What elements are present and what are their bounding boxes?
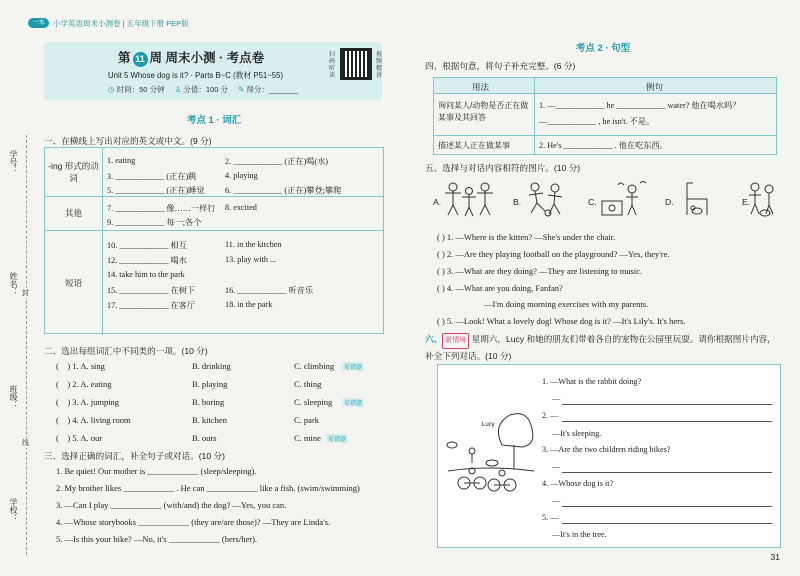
family-exercise-image (443, 179, 495, 219)
picture-options (433, 177, 778, 225)
pencil-icon: ✎ (238, 85, 245, 94)
series-title: 小学英语周末小测卷 | 五年级下册 PEP版 (53, 18, 189, 28)
vocab-15[interactable]: 15. ____________ 在树下 (107, 286, 196, 295)
week-badge: 11 (133, 52, 148, 67)
vocab-table (44, 147, 384, 334)
football-image (521, 179, 573, 219)
th-example: 例句 (646, 82, 664, 92)
series-header (28, 16, 189, 30)
d-q1: 1. —What is the rabbit doing? (542, 377, 642, 386)
park-scene-image (442, 405, 538, 495)
page-title (118, 48, 264, 67)
vocab-17[interactable]: 17. ____________ 在客厅 (107, 301, 196, 310)
pic-label-b: B. (513, 197, 522, 207)
q4-instruction: 四、根据句意，将句子补充完整。(6 分) (425, 61, 576, 71)
q1-instruction: 一、在横线上写出对应的英文或中文。(9 分) (44, 136, 212, 146)
vocab-4[interactable]: 4. playing (225, 171, 258, 180)
answer-line-5[interactable] (562, 523, 772, 524)
new-scenario-tag: 新情境 (442, 333, 469, 349)
title-post: 周 周末小测 · 考点卷 (149, 51, 265, 65)
line-mark: 线 (22, 440, 29, 447)
d-q5: 5. — (542, 513, 559, 522)
got-info: ✎ 得分：_______ (238, 85, 299, 94)
seal-mark: 封 (22, 290, 29, 297)
qr-right-label: 视频精讲 (376, 52, 383, 79)
title-card (44, 42, 382, 100)
th-use: 用法 (472, 82, 490, 92)
d-a5: —It's in the tree. (552, 530, 607, 539)
exam-meta (108, 84, 298, 95)
vocab-11[interactable]: 11. in the kitchen (225, 240, 282, 249)
kp2-heading: 考点 2 · 句型 (575, 43, 631, 54)
table-header (434, 78, 776, 94)
error-tag: 易错题 (342, 398, 364, 407)
fill-5[interactable]: 5. —Is this your bike? —No, it's ____________ (hers/her). (56, 534, 258, 544)
d-a2: —It's sleeping. (552, 429, 602, 438)
qr-code-icon[interactable] (340, 48, 372, 80)
answer-line-2[interactable] (562, 421, 772, 422)
pic-label-c: C. (588, 197, 597, 207)
ing-label: -ing 形式的动词 (45, 148, 103, 196)
pic-label-a: A. (433, 197, 442, 207)
error-tag: 易错题 (326, 434, 348, 443)
usage-2: 描述某人正在做某事 (438, 141, 510, 150)
pic-label-e: E. (742, 197, 751, 207)
example-2[interactable]: 2. He's ____________ . 他在吃东西。 (539, 141, 668, 150)
q3-instruction: 三、选择正确的词汇，补全句子或对话。(10 分) (44, 451, 225, 461)
time-info: ◷ 时间：50 分钟 (108, 85, 165, 94)
dialogue-4[interactable]: ( ) 4. —What are you doing, Fanfan? (437, 283, 563, 293)
example-1a[interactable]: 1. —____________ he ____________ water? 他在喝水吗？ (539, 101, 741, 110)
mc-row[interactable]: ( ) 1. A. sing B. drinking C. climbing 易错题 (56, 361, 363, 371)
dialogue-5[interactable]: ( ) 5. —Look! What a lovely dog! Whose dog is it? —It's Lily's. It's hers. (437, 316, 686, 326)
mc-row[interactable]: ( ) 3. A. jumping B. boring C. sleeping 易错题 (56, 397, 363, 407)
vocab-6[interactable]: 6. ____________ (正在)攀登;攀爬 (225, 186, 342, 195)
dialogue-2[interactable]: ( ) 2. —Are they playing football on the playground? —Yes, they're. (437, 249, 670, 259)
answer-line-4[interactable] (562, 506, 772, 507)
dialogue-4-reply: —I'm doing morning exercises with my parents. (484, 299, 649, 309)
vocab-14[interactable]: 14. take him to the park (107, 270, 185, 279)
d-q4: 4. —Whose dog is it? (542, 479, 614, 488)
vocab-7[interactable]: 7. ____________ 像……一样行 (107, 204, 216, 213)
fill-3[interactable]: 3. —Can I play ____________ (with/and) the dog? —Yes, you can. (56, 500, 287, 510)
fill-2[interactable]: 2. My brother likes ____________ . He can ____________ like a fish. (swim/swimming) (56, 483, 360, 493)
title-pre: 第 (118, 51, 131, 65)
usage-1: 询问某人/动物是否正在做某事及其回答 (438, 101, 529, 122)
vocab-1[interactable]: 1. eating (107, 156, 136, 165)
vocab-12[interactable]: 12. ____________ 喝水 (107, 256, 187, 265)
music-image (596, 179, 648, 219)
q6-instruction: 六、 新情境 星期六，Lucy 和她的朋友们带着各自的宠物在公园里玩耍。请你根据图片内容，补全下列对话。(10 分) (425, 334, 776, 361)
sentence-table (433, 77, 777, 155)
dialogue-3[interactable]: ( ) 3. —What are they doing? —They are listening to music. (437, 266, 643, 276)
page-number: 31 (770, 552, 780, 562)
vocab-3[interactable]: 3. ____________ (正在)跳 (107, 172, 197, 181)
mc-row[interactable]: ( ) 2. A. eating B. playing C. thing (56, 379, 322, 389)
d-a1-dash: — (552, 394, 561, 403)
q5-instruction: 五、选择与对话内容相符的图片。(10 分) (425, 163, 581, 173)
answer-line-3[interactable] (562, 472, 772, 473)
d-a4-dash: — (552, 496, 561, 505)
vocab-13[interactable]: 13. play with ... (225, 255, 277, 264)
vocab-10[interactable]: 10. ____________ 相互 (107, 241, 187, 250)
q2-instruction: 二、选出每组词汇中不同类的一项。(10 分) (44, 346, 208, 356)
d-q3: 3. —Are the two children riding bikes? (542, 445, 671, 454)
pic-label-d: D. (665, 197, 674, 207)
mc-row[interactable]: ( ) 4. A. living room B. kitchen C. park (56, 415, 320, 425)
error-tag: 易错题 (342, 362, 364, 371)
lucy-label: Lucy (482, 422, 495, 428)
vocab-8[interactable]: 8. excited (225, 203, 257, 212)
series-badge: 一本 (28, 18, 49, 28)
cut-line (26, 135, 27, 555)
fill-4[interactable]: 4. —Whose storybooks ____________ (they are/are those)? —They are Linda's. (56, 517, 331, 527)
vocab-16[interactable]: 16. ____________ 听音乐 (225, 286, 314, 295)
unit-subtitle: Unit 5 Whose dog is it? · Parts B~C (教材 P51~55) (108, 71, 284, 80)
dialogue-box (437, 364, 781, 548)
binding-margin (0, 0, 28, 576)
mc-row[interactable]: ( ) 5. A. our B. ours C. mine 易错题 (56, 433, 347, 443)
chair-kitten-image (673, 179, 725, 219)
vocab-2[interactable]: 2. ____________ (正在)喝(水) (225, 157, 329, 166)
kp1-heading: 考点 1 · 词汇 (186, 115, 242, 126)
vocab-18[interactable]: 18. in the park (225, 300, 273, 309)
other-label: 其他 (45, 196, 103, 230)
dialogue-1[interactable]: ( ) 1. —Where is the kitten? —She's under the chair. (437, 232, 616, 242)
score-info: ♙ 分值：100 分 (174, 85, 229, 94)
answer-line-1[interactable] (562, 404, 772, 405)
phrase-label: 短语 (45, 230, 103, 335)
student-no-label: 学号： (9, 150, 18, 174)
name-label: 姓名： (9, 272, 18, 296)
school-label: 学校： (9, 498, 18, 522)
d-a3-dash: — (552, 462, 561, 471)
award-icon: ♙ (174, 85, 182, 94)
qr-left-label: 扫码听读 (329, 52, 336, 79)
example-1b[interactable]: —____________ , he isn't. 不是。 (539, 117, 655, 126)
d-q2: 2. — (542, 411, 559, 420)
clock-icon: ◷ (108, 85, 115, 94)
dog-children-image (725, 179, 777, 219)
class-label: 班级： (9, 385, 18, 409)
fill-1[interactable]: 1. Be quiet! Our mother is ____________ (sleep/sleeping). (56, 466, 257, 476)
vocab-9[interactable]: 9. ____________ 每一;各个 (107, 218, 202, 227)
vocab-5[interactable]: 5. ____________ (正在)睡觉 (107, 186, 205, 195)
